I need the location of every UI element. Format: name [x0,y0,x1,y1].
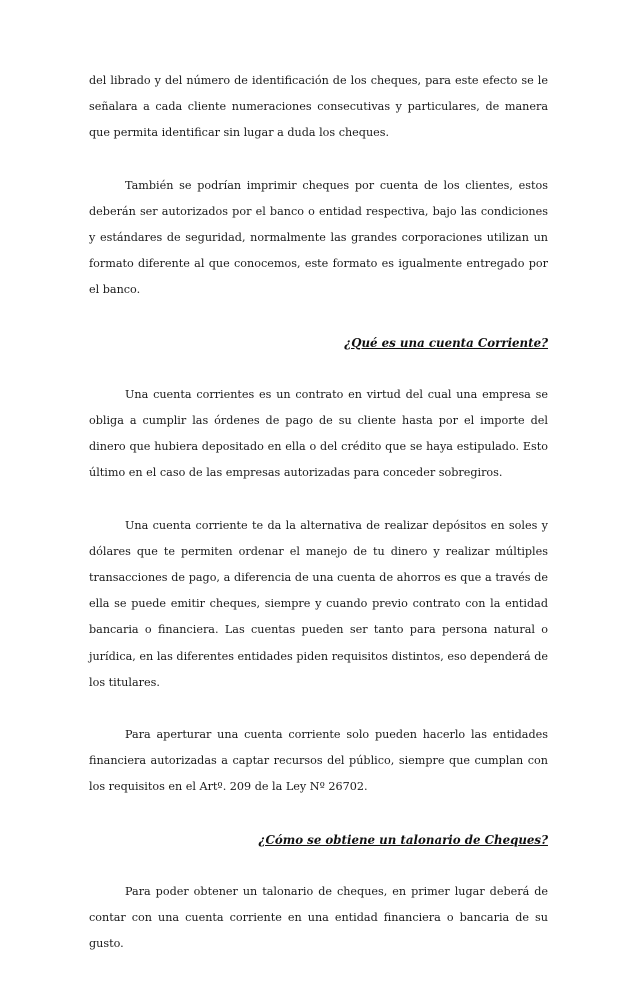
paragraph-client-printed-cheques: También se podrían imprimir cheques por cuenta de los clientes, estos deberán ser autorizados por el banco o entidad respectiva, bajo las condiciones y estándares de seguridad, normalmente las grandes corporaciones utilizan un formato diferente al que conocemos, este formato es igualmente entregado por el banco. [89,178,548,297]
paragraph-talonario-requirements: Para poder obtener un talonario de cheques, en primer lugar deberá de contar con una cuenta corriente en una entidad financiera o bancaria de su gusto. [89,884,548,951]
section-heading-talonario: ¿Cómo se obtiene un talonario de Cheques? [258,832,548,847]
paragraph-apertura-requirements: Para aperturar una cuenta corriente solo pueden hacerlo las entidades financiera autorizadas a captar recursos del público, siempre que cumplan con los requisitos en el Artº. 209 de la Ley Nº 26702. [89,728,548,794]
paragraph-cheque-numbering: del librado y del número de identificación de los cheques, para este efecto se le señalara a cada cliente numeraciones consecutivas y particulares, de manera que permita identificar sin lugar a duda los cheques. [89,74,548,140]
section-heading-cuenta-corriente: ¿Qué es una cuenta Corriente? [344,335,548,350]
document-page [89,68,548,983]
paragraph-cuenta-corriente-definition: Una cuenta corrientes es un contrato en virtud del cual una empresa se obliga a cumplir las órdenes de pago de su cliente hasta por el importe del dinero que hubiera depositado en ella o del crédito que se haya estipulado. Esto último en el caso de las empresas autorizadas para conceder sobregiros. [89,387,548,480]
paragraph-cuenta-corriente-benefits: Una cuenta corriente te da la alternativa de realizar depósitos en soles y dólares que te permiten ordenar el manejo de tu dinero y realizar múltiples transacciones de pago, a diferencia de una cuenta de ahorros es que a través de ella se puede emitir cheques, siempre y cuando previo contrato con la entidad bancaria o financiera. Las cuentas pueden ser tanto para persona natural o jurídica, en las diferentes entidades piden requisitos distintos, eso dependerá de los titulares. [89,518,548,689]
